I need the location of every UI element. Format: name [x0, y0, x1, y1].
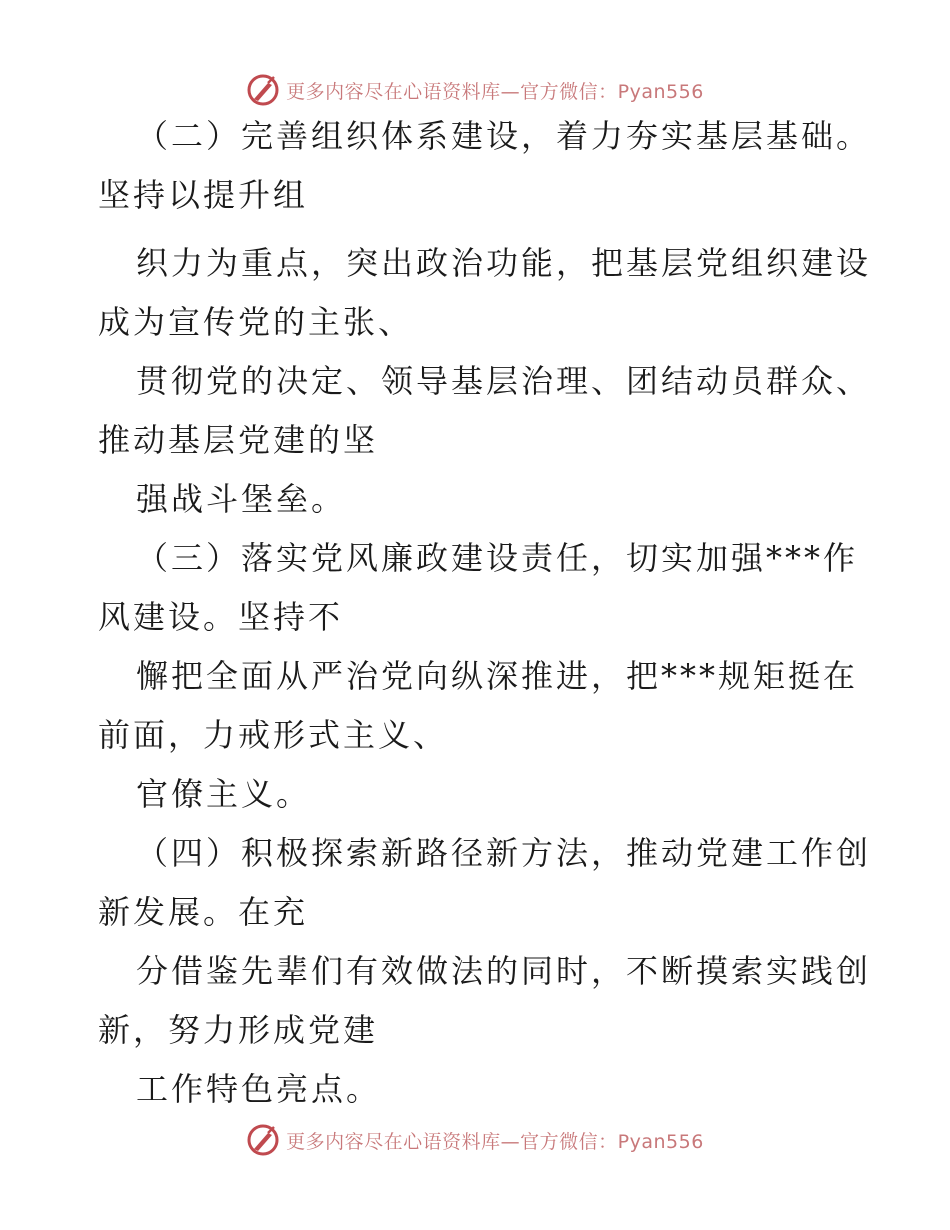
paragraph-line: （四）积极探索新路径新方法，推动党建工作创 [136, 834, 872, 872]
paragraph-line: 新，努力形成党建 [98, 1011, 379, 1049]
paragraph-line: 懈把全面从严治党向纵深推进，把***规矩挺在 [136, 657, 859, 695]
paragraph-line: （三）落实党风廉政建设责任，切实加强***作 [136, 539, 859, 577]
paragraph-line: 工作特色亮点。 [136, 1070, 382, 1108]
paragraph-line: 坚持以提升组 [98, 176, 309, 214]
quill-logo-icon [246, 73, 280, 107]
paragraph-line: 贯彻党的决定、领导基层治理、团结动员群众、 [136, 362, 872, 400]
paragraph-line: 前面，力戒形式主义、 [98, 716, 449, 754]
paragraph-line: 风建设。坚持不 [98, 598, 344, 636]
watermark-text: 更多内容尽在心语资料库—官方微信：Pyan556 [286, 80, 704, 103]
paragraph-line: 推动基层党建的坚 [98, 421, 379, 459]
paragraph-line: 官僚主义。 [136, 775, 312, 813]
header-watermark [0, 70, 950, 110]
paragraph-line: 强战斗堡垒。 [136, 480, 347, 518]
paragraph-line: 新发展。在充 [98, 893, 309, 931]
paragraph-line: 织力为重点，突出政治功能，把基层党组织建设 [136, 244, 872, 282]
watermark-text: 更多内容尽在心语资料库—官方微信：Pyan556 [286, 1130, 704, 1153]
footer-watermark [0, 1120, 950, 1160]
paragraph-line: （二）完善组织体系建设，着力夯实基层基础。 [136, 117, 872, 155]
paragraph-line: 成为宣传党的主张、 [98, 303, 414, 341]
paragraph-line: 分借鉴先辈们有效做法的同时，不断摸索实践创 [136, 952, 872, 990]
quill-logo-icon [246, 1123, 280, 1157]
